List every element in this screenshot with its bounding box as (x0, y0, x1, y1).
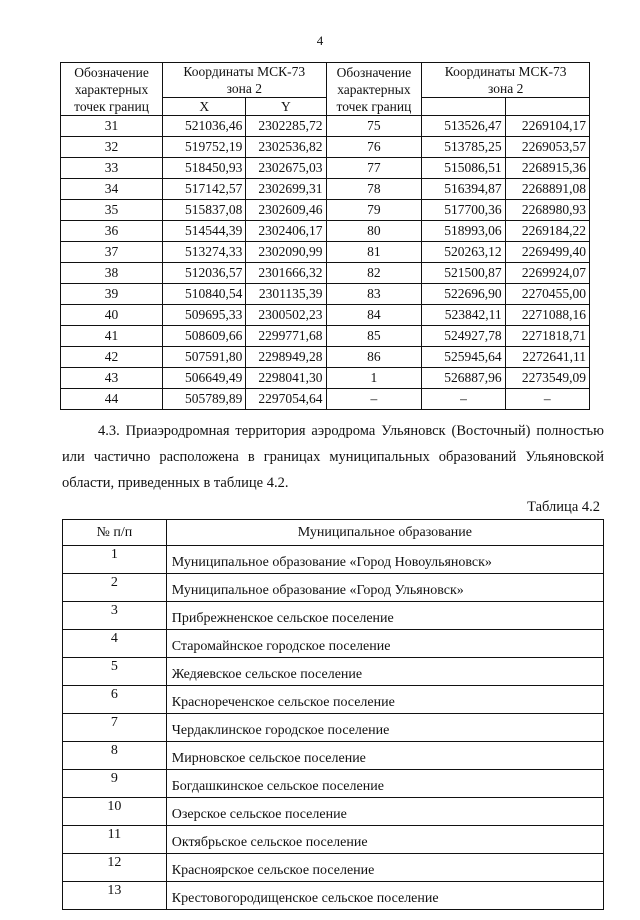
municipality-name: Октябрьское сельское поселение (166, 826, 603, 854)
table-cell: – (505, 389, 589, 410)
table-cell: 44 (61, 389, 163, 410)
table-cell: 32 (61, 137, 163, 158)
municipality-name: Краснореченское сельское поселение (166, 686, 603, 714)
coordinates-header: Координаты МСК-73 зона 2 (422, 63, 590, 98)
table-row (61, 326, 590, 347)
section-paragraph: 4.3. Приаэродромная территория аэродрома Ульяновск (Восточный) полностью или частично расположена в границах муниципальных образований Ульяновской области, приведенных в таблице 4.2. (62, 423, 604, 491)
row-number: 13 (63, 882, 167, 910)
table-cell: 86 (326, 347, 422, 368)
table-cell: 36 (61, 221, 163, 242)
table-cell: 526887,96 (422, 368, 505, 389)
table-cell: 2272641,11 (505, 347, 589, 368)
table-cell: 2268891,08 (505, 179, 589, 200)
table-cell: 509695,33 (163, 305, 246, 326)
municipalities-table (62, 519, 604, 910)
municipality-name: Озерское сельское поселение (166, 798, 603, 826)
table-caption: Таблица 4.2 (527, 499, 600, 515)
table-row (63, 882, 604, 910)
municipality-header: Муниципальное образование (166, 520, 603, 546)
y-header-empty (505, 98, 589, 116)
table-cell: 513274,33 (163, 242, 246, 263)
municipality-name: Муниципальное образование «Город Ульяновск» (166, 574, 603, 602)
table-cell: 2268980,93 (505, 200, 589, 221)
table-cell: 2269499,40 (505, 242, 589, 263)
table-cell: 33 (61, 158, 163, 179)
table-row (61, 284, 590, 305)
table-cell: – (326, 389, 422, 410)
table-cell: 512036,57 (163, 263, 246, 284)
table-cell: 79 (326, 200, 422, 221)
table-row (63, 854, 604, 882)
table-row (61, 137, 590, 158)
table-cell: 2302609,46 (246, 200, 326, 221)
municipality-name: Красноярское сельское поселение (166, 854, 603, 882)
table-cell: 2301666,32 (246, 263, 326, 284)
table-cell: 1 (326, 368, 422, 389)
municipality-name: Прибрежненское сельское поселение (166, 602, 603, 630)
table-cell: 41 (61, 326, 163, 347)
row-number: 9 (63, 770, 167, 798)
point-designation-header: Обозначение характерных точек границ (61, 63, 163, 116)
table-cell: 85 (326, 326, 422, 347)
row-number: 1 (63, 546, 167, 574)
table-cell: 42 (61, 347, 163, 368)
table-cell: 40 (61, 305, 163, 326)
row-number: 7 (63, 714, 167, 742)
table-row (63, 630, 604, 658)
table-row (61, 347, 590, 368)
table-cell: 2299771,68 (246, 326, 326, 347)
table-cell: 515837,08 (163, 200, 246, 221)
table-cell: 510840,54 (163, 284, 246, 305)
table-cell: 2302090,99 (246, 242, 326, 263)
table-row (63, 742, 604, 770)
table-cell: 2269924,07 (505, 263, 589, 284)
table-cell: 517142,57 (163, 179, 246, 200)
table-cell: 2273549,09 (505, 368, 589, 389)
table-cell: 508609,66 (163, 326, 246, 347)
table-cell: 2302536,82 (246, 137, 326, 158)
table-cell: 83 (326, 284, 422, 305)
table-cell: 505789,89 (163, 389, 246, 410)
table-cell: 35 (61, 200, 163, 221)
table-cell: 515086,51 (422, 158, 505, 179)
table-cell: 2271818,71 (505, 326, 589, 347)
row-number: 5 (63, 658, 167, 686)
table-cell: 522696,90 (422, 284, 505, 305)
table-cell: 521036,46 (163, 116, 246, 137)
table-cell: 2302675,03 (246, 158, 326, 179)
table-cell: 81 (326, 242, 422, 263)
municipality-name: Жедяевское сельское поселение (166, 658, 603, 686)
x-header-empty (422, 98, 505, 116)
row-number: 2 (63, 574, 167, 602)
row-number: 10 (63, 798, 167, 826)
table-row (63, 686, 604, 714)
table-cell: 521500,87 (422, 263, 505, 284)
table-cell: 2302406,17 (246, 221, 326, 242)
point-designation-header: Обозначение характерных точек границ (326, 63, 422, 116)
table-cell: 2302285,72 (246, 116, 326, 137)
table-cell: 524927,78 (422, 326, 505, 347)
table-row (63, 770, 604, 798)
table-row (63, 658, 604, 686)
table-cell: – (422, 389, 505, 410)
table-cell: 525945,64 (422, 347, 505, 368)
table-row (63, 798, 604, 826)
table-row (61, 179, 590, 200)
municipalities-table-body (63, 546, 604, 910)
table-row (61, 368, 590, 389)
table-cell: 2269184,22 (505, 221, 589, 242)
table-cell: 39 (61, 284, 163, 305)
table-cell: 518993,06 (422, 221, 505, 242)
table-cell: 2302699,31 (246, 179, 326, 200)
table-cell: 2271088,16 (505, 305, 589, 326)
table-row (61, 221, 590, 242)
coordinates-header: Координаты МСК-73 зона 2 (163, 63, 326, 98)
y-header: Y (246, 98, 326, 116)
table-row (61, 242, 590, 263)
table-cell: 2301135,39 (246, 284, 326, 305)
table-cell: 516394,87 (422, 179, 505, 200)
table-cell: 2297054,64 (246, 389, 326, 410)
table-row (61, 305, 590, 326)
table-cell: 78 (326, 179, 422, 200)
table-cell: 2269104,17 (505, 116, 589, 137)
row-number: 3 (63, 602, 167, 630)
table-cell: 2298949,28 (246, 347, 326, 368)
row-number: 6 (63, 686, 167, 714)
municipality-name: Муниципальное образование «Город Новоульяновск» (166, 546, 603, 574)
page-number: 4 (316, 33, 324, 48)
table-cell: 519752,19 (163, 137, 246, 158)
table-cell: 2269053,57 (505, 137, 589, 158)
municipality-name: Крестовогородищенское сельское поселение (166, 882, 603, 910)
municipality-name: Богдашкинское сельское поселение (166, 770, 603, 798)
table-cell: 513526,47 (422, 116, 505, 137)
table-row (61, 158, 590, 179)
row-number: 4 (63, 630, 167, 658)
table-row (63, 826, 604, 854)
table-cell: 82 (326, 263, 422, 284)
table-row (61, 263, 590, 284)
table-row (63, 602, 604, 630)
table-cell: 507591,80 (163, 347, 246, 368)
municipality-name: Чердаклинское городское поселение (166, 714, 603, 742)
table-cell: 80 (326, 221, 422, 242)
table-cell: 523842,11 (422, 305, 505, 326)
table-cell: 2300502,23 (246, 305, 326, 326)
table-cell: 2268915,36 (505, 158, 589, 179)
table-row (61, 200, 590, 221)
table-cell: 31 (61, 116, 163, 137)
row-number: 12 (63, 854, 167, 882)
table-cell: 77 (326, 158, 422, 179)
row-number: 8 (63, 742, 167, 770)
table-cell: 75 (326, 116, 422, 137)
table-cell: 43 (61, 368, 163, 389)
table-cell: 513785,25 (422, 137, 505, 158)
table-row (61, 116, 590, 137)
municipality-name: Старомайнское городское поселение (166, 630, 603, 658)
row-number: 11 (63, 826, 167, 854)
table-row (63, 546, 604, 574)
table-row (63, 714, 604, 742)
table-cell: 37 (61, 242, 163, 263)
table-cell: 506649,49 (163, 368, 246, 389)
table-cell: 76 (326, 137, 422, 158)
index-header: № п/п (63, 520, 167, 546)
x-header: X (163, 98, 246, 116)
table-cell: 38 (61, 263, 163, 284)
table-row (61, 389, 590, 410)
coordinates-table (60, 62, 590, 410)
coordinates-table-body (61, 116, 590, 410)
table-cell: 518450,93 (163, 158, 246, 179)
municipality-name: Мирновское сельское поселение (166, 742, 603, 770)
table-cell: 2270455,00 (505, 284, 589, 305)
table-row (63, 574, 604, 602)
table-cell: 520263,12 (422, 242, 505, 263)
table-cell: 2298041,30 (246, 368, 326, 389)
table-cell: 34 (61, 179, 163, 200)
table-cell: 517700,36 (422, 200, 505, 221)
table-cell: 84 (326, 305, 422, 326)
table-cell: 514544,39 (163, 221, 246, 242)
